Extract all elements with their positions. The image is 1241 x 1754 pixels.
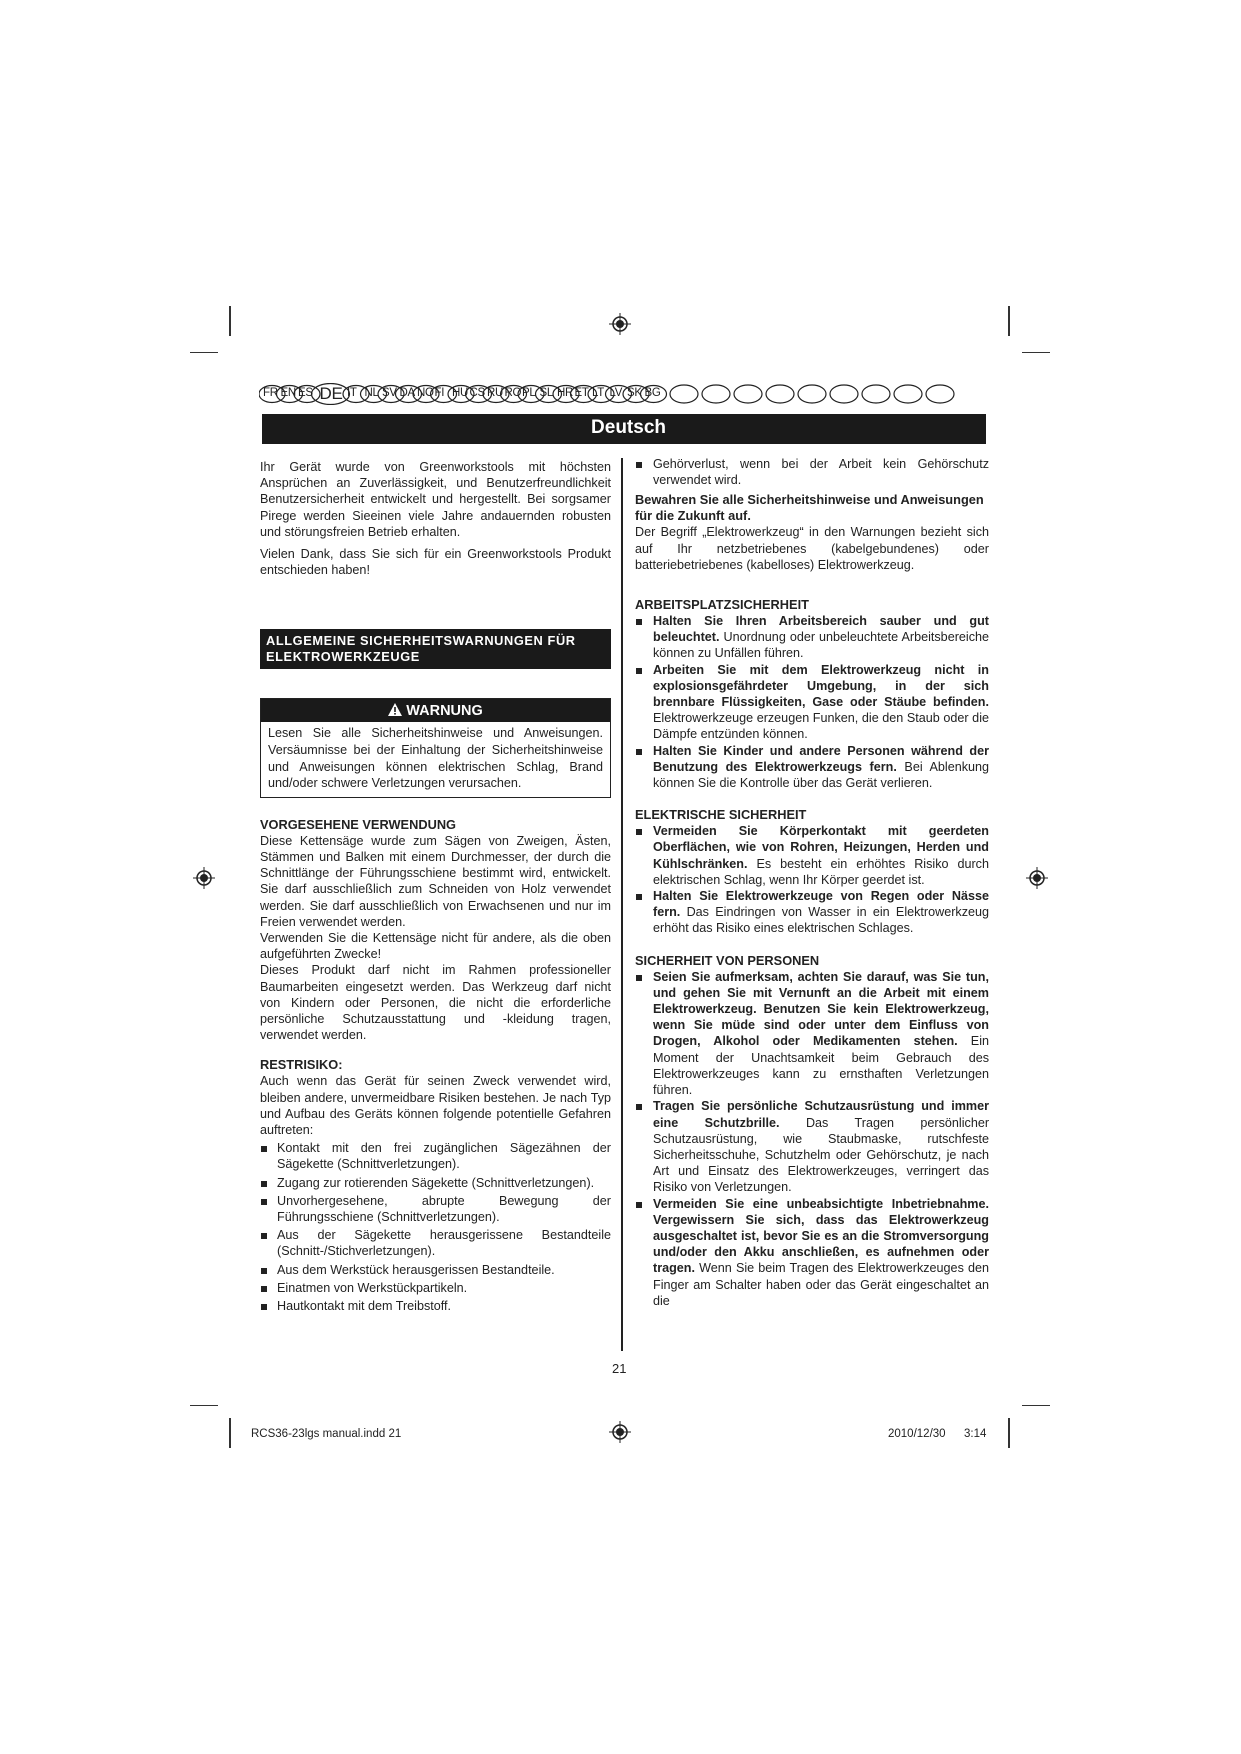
language-title-bar [262,414,986,444]
work-area-heading: ARBEITSPLATZSICHERHEIT [635,597,809,613]
list-item-bold: Seien Sie aufmerksam, achten Sie darauf, was Sie tun, und gehen Sie mit Vernunft an die Arbeit mit einem Elektrowerkzeug. Benutzen Sie kein Elektrowerkzeug, wenn Sie müde sind oder unter dem Einfluss von Drogen, Alkohol oder Medikamenten stehen. [653,969,989,1049]
language-tab-en[interactable]: EN [280,387,296,399]
electrical-list [635,823,989,936]
language-tab-oval [702,385,730,403]
residual-risk-list [260,1140,611,1314]
registration-mark-icon [609,313,631,335]
bullet-square-icon [261,1286,267,1292]
language-tab-sk[interactable]: SK [627,387,642,399]
list-item-text: Ein Moment der Unachtsamkeit beim Gebrauch des Elektrowerkzeuges kann zu ernsthaften Verletzungen führen. [653,1034,989,1098]
list-item [635,456,989,488]
risk-item-text: Kontakt mit den frei zugänglichen Sägezähnen der Sägekette (Schnittverletzungen). [277,1141,611,1172]
residual-risk-intro: Auch wenn das Gerät für seinen Zweck verwendet wird, bleiben andere, unvermeidbare Risiken bestehen. Je nach Typ und Aufbau des Geräts können folgende potentielle Gefahren auftreten: [260,1074,611,1138]
warning-triangle-icon [388,703,402,716]
intro-paragraph: Ihr Gerät wurde von Greenworkstools mit höchsten Ansprüchen an Zuverlässigkeit, und Benutzerfreundlichkeit Benutzersicherheit entwickelt und hergestellt. Bei sorgsamer Pirege werden Sieeinen viele Jahre andauernden robusten und störungsfreien Betrieb erhalten. [260,460,611,539]
language-tab-oval [798,385,826,403]
footer-time: 3:14 [964,1428,987,1440]
list-item [635,1196,989,1309]
bullet-square-icon [636,749,642,755]
list-item-bold: Halten Sie Ihren Arbeitsbereich sauber und gut beleuchtet. [653,614,989,645]
language-tab-it[interactable]: IT [347,387,357,399]
language-tab-oval [670,385,698,403]
language-tab-cs[interactable]: CS [469,387,485,399]
language-tab-lt[interactable]: LT [592,387,604,399]
language-tab-fr[interactable]: FR [263,387,278,399]
list-item [635,613,989,662]
risk-item-text: Aus der Sägekette herausgerissene Bestandteile (Schnitt-/Stichverletzungen). [277,1228,611,1259]
residual-risk-heading: RESTRISIKO: [260,1057,343,1073]
language-tab-oval [894,385,922,403]
list-item-text: Bei Ablenkung können Sie die Kontrolle über das Gerät verlieren. [653,759,990,791]
list-item [635,969,989,1099]
list-item [635,1098,989,1195]
risk-item-text: Aus dem Werkstück herausgerissen Bestandteile. [277,1262,555,1277]
risk-item-text: Einatmen von Werkstückpartikeln. [277,1280,468,1295]
registration-mark-icon [609,1421,631,1443]
intended-use-paragraph: Dieses Produkt darf nicht im Rahmen professioneller Baumarbeiten eingesetzt werden. Das Werkzeug darf nicht von Kindern oder Personen, die nicht die erforderliche persönliche Schutzausstattung und -kleidung tragen, verwendet werden. [260,963,611,1043]
intended-use-heading: VORGESEHENE VERWENDUNG [260,816,457,832]
list-item [635,743,989,792]
bullet-square-icon [636,975,642,981]
language-tab-oval [830,385,858,403]
list-item-text: Es besteht ein erhöhtes Risiko durch elektrischen Schlag, wenn Ihr Körper geerdet ist. [653,856,989,887]
bullet-square-icon [636,619,642,625]
intended-use-paragraph: Diese Kettensäge wurde zum Sägen von Zweigen, Ästen, Stämmen und Balken mit einem Durchmesser, der durch die Schnittlänge der Führungsschiene bestimmt wird, entwickelt. Sie darf ausschließlich zum Schneiden von Holz verwendet werden. Sie darf ausschließlich von Erwachsenen und nur im Freien verwendet werden. [260,833,611,929]
list-item [260,1280,611,1296]
footer-file: RCS36-23lgs manual.indd 21 [251,1428,402,1440]
language-tab-fi[interactable]: FI [434,387,445,399]
bullet-square-icon [636,1104,642,1110]
list-item-bold: Vermeiden Sie eine unbeabsichtigte Inbetriebnahme. Vergewissern Sie sich, dass das Elektrowerkzeug ausgeschaltet ist, bevor Sie es an die Stromversorgung und/oder den Akku anschließen, es aufnehmen oder tragen. [653,1196,989,1276]
language-tab-hr[interactable]: HR [557,387,574,399]
language-tab-nl[interactable]: NL [364,387,379,399]
list-item [260,1227,611,1259]
crop-mark [1008,1418,1010,1448]
list-item [260,1193,611,1225]
language-tab-bg[interactable]: BG [644,387,661,399]
keep-instructions-heading: Bewahren Sie alle Sicherheitshinweise und Anweisungen für die Zukunft auf. [635,492,984,524]
list-item-text: Das Eindringen von Wasser in ein Elektrowerkzeug erhöht das Risiko eines elektrischen Schlages. [653,905,990,936]
bullet-square-icon [261,1304,267,1310]
warning-text: Lesen Sie alle Sicherheitshinweise und Anweisungen. Versäumnisse bei der Einhaltung der Sicherheitshinweise und Anweisungen können elektrischen Schlag, Brand und/oder schwere Verletzungen verursachen. [268,726,603,791]
general-safety-header: ALLGEMEINE SICHERHEITSWARNUNGEN FÜR ELEKTROWERKZEUGE [260,629,611,669]
warning-box [260,698,611,797]
personal-list [635,969,989,1309]
language-tab-ro[interactable]: RO [504,387,522,399]
intended-use-paragraph: Verwenden Sie die Kettensäge nicht für andere, als die oben aufgeführten Zwecke! [260,931,611,962]
keep-instructions-text: Der Begriff „Elektrowerkzeug“ in den Warnungen bezieht sich auf Ihr netzbetriebenes (kabelgebundenes) oder batteriebetriebenes (kabelloses) Elektrowerkzeug. [635,525,989,572]
language-tab-oval [766,385,794,403]
personal-heading: SICHERHEIT VON PERSONEN [635,952,820,968]
language-tab-et[interactable]: ET [574,387,589,399]
bullet-square-icon [636,668,642,674]
language-tabs [259,383,989,405]
bullet-square-icon [261,1199,267,1205]
language-tab-hu[interactable]: HU [452,387,469,399]
list-item-bold: Vermeiden Sie Körperkontakt mit geerdeten Oberflächen, wie von Rohren, Heizungen, Herden und Kühlschränken. [653,824,989,871]
language-tab-es[interactable]: ES [298,387,313,399]
language-tab-oval [734,385,762,403]
language-tab-oval [862,385,890,403]
bullet-square-icon [261,1146,267,1152]
bullet-square-icon [636,829,642,835]
electrical-heading: ELEKTRISCHE SICHERHEIT [635,807,807,823]
page-number: 21 [612,1361,627,1376]
language-title: Deutsch [591,417,666,438]
risk-item-text: Hautkontakt mit dem Treibstoff. [277,1299,452,1314]
crop-mark [229,1418,231,1448]
risk-item-text: Zugang zur rotierenden Sägekette (Schnittverletzungen). [277,1175,595,1190]
list-item [260,1140,611,1172]
bullet-square-icon [261,1268,267,1274]
language-tab-sv[interactable]: SV [382,387,397,399]
list-item-bold: Halten Sie Elektrowerkzeuge von Regen oder Nässe fern. [653,889,989,920]
list-item-bold: Halten Sie Kinder und andere Personen während der Benutzung des Elektrowerkzeugs fern. [653,743,989,774]
language-tab-no[interactable]: NO [417,387,434,399]
work-area-list [635,613,989,791]
list-item [635,662,989,743]
list-item [260,1298,611,1314]
language-tab-ru[interactable]: RU [487,387,504,399]
hearing-item-text: Gehörverlust, wenn bei der Arbeit kein Gehörschutz verwendet wird. [653,457,989,488]
warning-header [261,699,610,722]
list-item-bold: Tragen Sie persönliche Schutzausrüstung und immer eine Schutzbrille. [653,1099,989,1130]
language-tab-sl[interactable]: SL [539,387,553,399]
language-tab-da[interactable]: DA [399,387,415,399]
registration-mark-icon [193,867,215,889]
crop-mark [190,1405,218,1406]
footer-date: 2010/12/30 [888,1428,946,1440]
crop-mark [1008,306,1010,336]
list-item-text: Das Tragen persönlicher Schutzausrüstung, wie Staubmaske, rutschfeste Sicherheitsschuhe, Schutzhelm oder Gehörschutz, je nach Art und Einsatz des Elektrowerkzeuges, verringert das Risiko von Verletzungen. [653,1115,990,1195]
list-item [260,1175,611,1191]
list-item-bold: Arbeiten Sie mit dem Elektrowerkzeug nicht in explosionsgefährdeter Umgebung, in der sich brennbare Flüssigkeiten, Gase oder Stäube befinden. [653,662,989,710]
crop-mark [190,352,218,353]
language-tab-oval [926,385,954,403]
language-tab-pl[interactable]: PL [522,387,536,399]
list-item-text: Elektrowerkzeuge erzeugen Funken, die den Staub oder die Dämpfe entzünden können. [653,711,989,742]
crop-mark [1022,352,1050,353]
language-tab-lv[interactable]: LV [609,387,623,399]
bullet-square-icon [636,894,642,900]
intro-thanks: Vielen Dank, dass Sie sich für ein Greenworkstools Produkt entschieden haben! [260,547,611,578]
list-item [635,888,989,937]
crop-mark [229,306,231,336]
bullet-square-icon [636,1202,642,1208]
warning-title: WARNUNG [406,703,483,720]
right-column [635,456,989,1309]
registration-mark-icon [1026,867,1048,889]
column-divider [621,458,623,1351]
bullet-square-icon [261,1181,267,1187]
language-tab-de[interactable]: DE [319,384,343,403]
left-column [260,459,611,1314]
list-item [260,1262,611,1278]
list-item-text: Wenn Sie beim Tragen des Elektrowerkzeuges den Finger am Schalter haben oder das Gerät eingeschaltet an die [653,1261,990,1308]
list-item [635,823,989,888]
bullet-square-icon [636,462,642,468]
crop-mark [1022,1405,1050,1406]
list-item-text: Unordnung oder unbeleuchtete Arbeitsbereiche können zu Unfällen führen. [653,630,989,661]
bullet-square-icon [261,1233,267,1239]
risk-item-text: Unvorhergesehene, abrupte Bewegung der Führungsschiene (Schnittverletzungen). [277,1193,611,1225]
